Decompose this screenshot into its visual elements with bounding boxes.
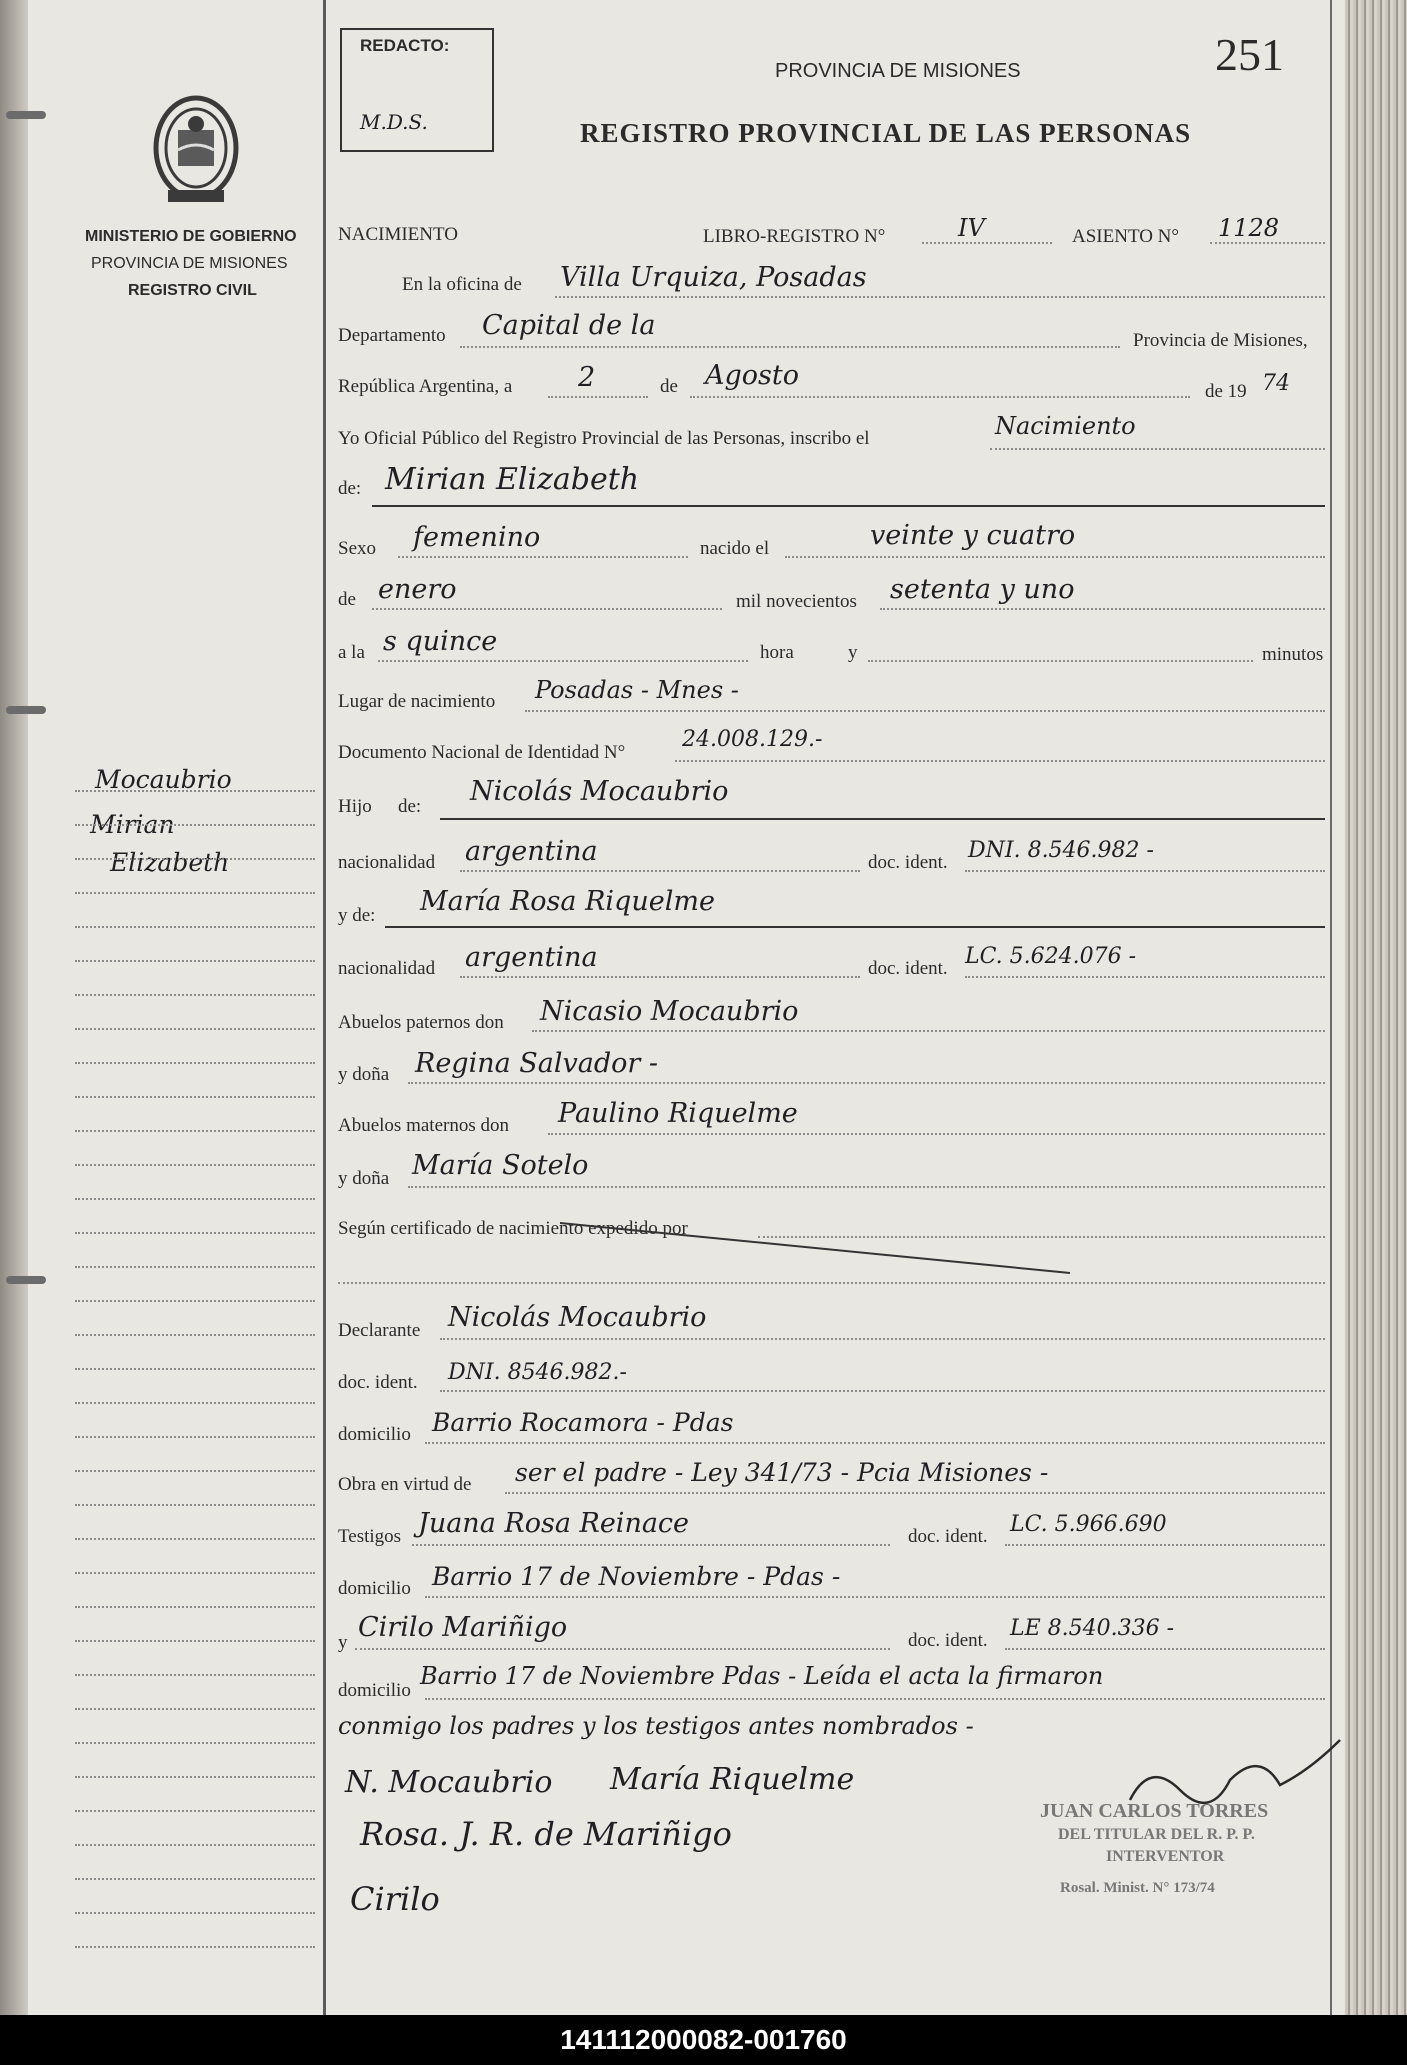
margin-rule	[75, 994, 315, 996]
nombre-value: Mirian Elizabeth	[385, 462, 640, 497]
closing-text: conmigo los padres y los testigos antes nombrados -	[338, 1712, 974, 1740]
hora-ala-label: a la	[338, 642, 365, 663]
mes-de-label: de	[660, 376, 678, 397]
ab-pat-dona-label: y doña	[338, 1064, 390, 1085]
margin-divider	[323, 0, 326, 2015]
margin-rule	[75, 1402, 315, 1404]
testigo1-doc-label: doc. ident.	[908, 1526, 988, 1547]
sidebar-province: PROVINCIA DE MISIONES	[91, 255, 288, 272]
margin-rule	[75, 1742, 315, 1744]
horas-label: hora	[760, 642, 794, 663]
nombre-de-label: de:	[338, 478, 362, 499]
padre-nac-label: nacionalidad	[338, 852, 436, 873]
mes2-de-label: de	[338, 589, 356, 610]
dni-value: 24.008.129.-	[682, 727, 823, 752]
madre-de-label: y de:	[338, 905, 376, 926]
margin-rule	[75, 1028, 315, 1030]
madre-nac-value: argentina	[465, 942, 598, 973]
signature-father: N. Mocaubrio	[345, 1765, 553, 1800]
testigo1-doc-value: LC. 5.966.690	[1010, 1512, 1167, 1537]
margin-rule	[75, 1572, 315, 1574]
lugar-value: Posadas - Mnes -	[535, 676, 739, 704]
libro-label: LIBRO-REGISTRO N°	[703, 226, 886, 247]
y-label: y	[848, 642, 858, 663]
sexo-label: Sexo	[338, 538, 376, 559]
margin-rule	[75, 1776, 315, 1778]
margin-rule	[75, 824, 315, 826]
binding-ring	[0, 95, 55, 135]
oficina-value: Villa Urquiza, Posadas	[560, 262, 867, 293]
margin-rule	[75, 1674, 315, 1676]
sexo-value: femenino	[413, 522, 541, 553]
testigo2-doc-label: doc. ident.	[908, 1630, 988, 1651]
oficial-text: Yo Oficial Público del Registro Provincial de las Personas, inscribo el	[338, 428, 870, 449]
obra-label: Obra en virtud de	[338, 1474, 472, 1495]
decl-doc-value: DNI. 8546.982.-	[448, 1360, 627, 1385]
margin-note-name1: Mirian	[90, 810, 175, 839]
padre-value: Nicolás Mocaubrio	[470, 776, 729, 807]
testigo1-dom-label: domicilio	[338, 1578, 411, 1599]
lugar-label: Lugar de nacimiento	[338, 691, 496, 712]
signature-witness1: Rosa. J. R. de Mariñigo	[360, 1815, 732, 1853]
record-type: NACIMIENTO	[338, 224, 458, 245]
province-header: PROVINCIA DE MISIONES	[775, 60, 1021, 82]
margin-rule	[75, 1300, 315, 1302]
testigo1-dom-value: Barrio 17 de Noviembre - Pdas -	[432, 1562, 841, 1591]
nacido-label: nacido el	[700, 538, 770, 559]
margin-rule	[75, 1912, 315, 1914]
mes-value: Agosto	[705, 360, 799, 391]
stamp-role: INTERVENTOR	[1106, 1848, 1225, 1865]
padre-doc-value: DNI. 8.546.982 -	[968, 838, 1154, 863]
margin-rule	[75, 1334, 315, 1336]
stamp-name: JUAN CARLOS TORRES	[1040, 1800, 1269, 1822]
right-border	[1330, 0, 1332, 2015]
scan-id-footer: 141112000082-001760	[0, 2015, 1407, 2065]
margin-rule	[75, 1606, 315, 1608]
madre-nac-label: nacionalidad	[338, 958, 436, 979]
madre-doc-value: LC. 5.624.076 -	[965, 944, 1137, 969]
testigo2-doc-value: LE 8.540.336 -	[1010, 1616, 1175, 1641]
libro-value: IV	[958, 214, 985, 242]
redacto-label: REDACTO:	[360, 36, 450, 55]
testigos-label: Testigos	[338, 1526, 402, 1547]
anio-prefix: de 19	[1205, 381, 1247, 402]
margin-rule	[75, 960, 315, 962]
margin-rule	[75, 858, 315, 860]
margin-rule	[75, 1232, 315, 1234]
asiento-value: 1128	[1218, 214, 1280, 242]
provincial-seal-icon	[148, 90, 244, 208]
testigo2-dom-value: Barrio 17 de Noviembre Pdas - Leída el acta la firmaron	[420, 1662, 1104, 1690]
strike-line	[560, 1218, 1080, 1278]
margin-rule	[75, 1130, 315, 1132]
provincia-suffix: Provincia de Misiones,	[1133, 330, 1308, 351]
declarante-value: Nicolás Mocaubrio	[448, 1302, 707, 1333]
margin-rule	[75, 1878, 315, 1880]
inscribo-value: Nacimiento	[995, 412, 1136, 440]
binding-ring	[0, 1260, 55, 1300]
margin-rule	[75, 1640, 315, 1642]
margin-rule	[75, 1946, 315, 1948]
asiento-label: ASIENTO N°	[1072, 226, 1179, 247]
departamento-value: Capital de la	[482, 310, 656, 341]
oficina-label: En la oficina de	[402, 274, 522, 295]
margin-rule	[75, 1062, 315, 1064]
ab-pat-dona-value: Regina Salvador -	[415, 1048, 659, 1079]
stamp-resolution: Rosal. Minist. N° 173/74	[1060, 1880, 1215, 1896]
redacto-value: M.D.S.	[360, 110, 428, 134]
margin-rule	[75, 1368, 315, 1370]
page-title: REGISTRO PROVINCIAL DE LAS PERSONAS	[580, 118, 1192, 148]
margin-rule	[75, 1844, 315, 1846]
margin-rule	[75, 1096, 315, 1098]
padre-nac-value: argentina	[465, 836, 598, 867]
page-number: 251	[1215, 29, 1284, 80]
departamento-label: Departamento	[338, 325, 446, 346]
decl-dom-value: Barrio Rocamora - Pdas	[432, 1408, 734, 1437]
margin-rule	[75, 1538, 315, 1540]
sidebar-ministry: MINISTERIO DE GOBIERNO	[85, 228, 297, 245]
margin-rule	[75, 1266, 315, 1268]
madre-value: María Rosa Riquelme	[420, 886, 715, 917]
sidebar-registry: REGISTRO CIVIL	[128, 282, 257, 299]
decl-dom-label: domicilio	[338, 1424, 411, 1445]
margin-rule	[75, 1198, 315, 1200]
testigo1-value: Juana Rosa Reinace	[418, 1508, 690, 1539]
declarante-label: Declarante	[338, 1320, 421, 1341]
margin-rule	[75, 790, 315, 792]
anio-value: 74	[1262, 371, 1290, 396]
dni-label: Documento Nacional de Identidad N°	[338, 742, 626, 763]
testigo2-y-label: y	[338, 1632, 348, 1653]
decl-doc-label: doc. ident.	[338, 1372, 418, 1393]
binding-ring	[0, 690, 55, 730]
hijo-label: Hijo	[338, 796, 372, 817]
binding-spine	[0, 0, 28, 2015]
ab-pat-value: Nicasio Mocaubrio	[540, 996, 799, 1027]
margin-rule	[75, 1708, 315, 1710]
hijo-de-label: de:	[398, 796, 422, 817]
signature-mother: María Riquelme	[610, 1762, 855, 1797]
obra-value: ser el padre - Ley 341/73 - Pcia Misiones -	[515, 1458, 1049, 1487]
nacido-value: veinte y cuatro	[870, 520, 1076, 551]
segun-label: Según certificado de nacimiento expedido por	[338, 1218, 688, 1239]
republica-label: República Argentina, a	[338, 376, 513, 397]
anio2-value: setenta y uno	[890, 574, 1075, 605]
testigo2-dom-label: domicilio	[338, 1680, 411, 1701]
margin-rule	[75, 892, 315, 894]
minutos-label: minutos	[1262, 644, 1324, 665]
margin-rule	[75, 926, 315, 928]
testigo2-value: Cirilo Mariñigo	[358, 1612, 568, 1643]
ab-mat-value: Paulino Riquelme	[558, 1098, 798, 1129]
ab-pat-label: Abuelos paternos don	[338, 1012, 504, 1033]
margin-note-name2: Elizabeth	[110, 848, 230, 877]
mes2-value: enero	[378, 574, 457, 605]
margin-rule	[75, 1810, 315, 1812]
margin-rule	[75, 1164, 315, 1166]
padre-doc-label: doc. ident.	[868, 852, 948, 873]
redacto-box	[340, 28, 494, 152]
margin-rule	[75, 1436, 315, 1438]
mil-label: mil novecientos	[736, 591, 857, 612]
dia-value: 2	[578, 362, 596, 393]
margin-rule	[75, 1504, 315, 1506]
official-stamp	[1040, 1800, 1310, 1920]
stamp-title: DEL TITULAR DEL R. P. P.	[1058, 1826, 1255, 1843]
margin-rule	[75, 1470, 315, 1472]
madre-doc-label: doc. ident.	[868, 958, 948, 979]
ab-mat-dona-value: María Sotelo	[412, 1150, 589, 1181]
ab-mat-dona-label: y doña	[338, 1168, 390, 1189]
signature-witness2: Cirilo	[350, 1880, 440, 1918]
margin-note-surname: Mocaubrio	[95, 765, 232, 794]
page-stack-edge	[1345, 0, 1407, 2015]
ab-mat-label: Abuelos maternos don	[338, 1115, 509, 1136]
hora-value: s quince	[383, 626, 498, 657]
